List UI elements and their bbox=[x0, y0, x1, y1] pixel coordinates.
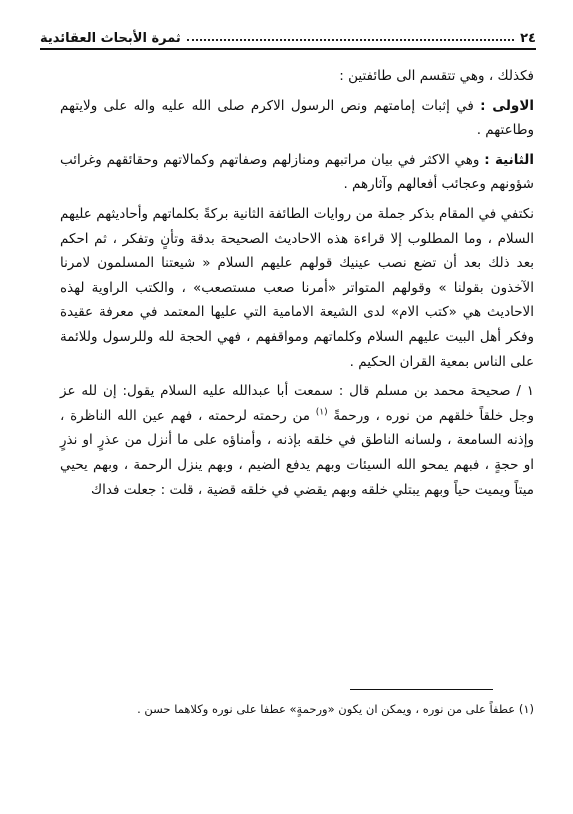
hadith-text-rest: من رحمته لرحمته ، فهم عين الله الناظرة ، وإذنه السامعة ، ولسانه الناطق في خلقه بإذنه ، وأمناؤه على ما أنزل من عذرٍ او نذرٍ او حجةٍ ، فبهم يمحو الله السيئات وبهم يدفع الضيم ، وبهم ينزل الرحمة ، وبهم يحيي ميتاً ويميت حياً وبهم يبتلي خلقه وبهم يقضي في خلقه قضية ، قلت : جعلت فداك bbox=[60, 407, 534, 498]
footnote-rule bbox=[350, 689, 493, 690]
first-category-label: الاولى : bbox=[480, 97, 535, 114]
main-text bbox=[60, 64, 534, 507]
hadith-paragraph bbox=[60, 379, 534, 502]
header-rule bbox=[40, 48, 536, 50]
page-number: ٢٤ bbox=[520, 31, 536, 46]
header-dot-leader bbox=[187, 39, 514, 41]
book-title: ثمرة الأبحاث العقائدية bbox=[40, 31, 181, 46]
first-category bbox=[60, 94, 534, 143]
second-category-label: الثانية : bbox=[484, 151, 534, 168]
first-category-text: في إثبات إمامتهم ونص الرسول الاكرم صلى الله عليه واله على ولايتهم وطاعتهم . bbox=[60, 97, 534, 139]
second-category bbox=[60, 148, 534, 197]
hadith-text-start: صحيحة محمد بن مسلم قال : سمعت أبا عبدالله عليه السلام يقول: إن لله عز وجل خلقاً خلقهم من نوره ، ورحمةً bbox=[60, 383, 535, 424]
main-paragraph: نكتفي في المقام بذكر جملة من روايات الطائفة الثانية بركةً بكلماتهم وأحاديثهم عليهم السلام ، وما المطلوب إلا قراءة هذه الاحاديث الصحيحة بدقة وتأنٍ وتفكر ، ثم احكم بعد ذلك بعد أن تضع نصب عينيك قولهم عليهم السلام « شيعتنا المسلمون لامرنا الآخذون بقولنا » وقولهم المتواتر «أمرنا صعب مستصعب» ، والكتب الراوية لهذه الاحاديث هي «كتب الام» لدى الشيعة الامامية التي عليها المعتمد في معرفة عقيدة وفكر أهل البيت عليهم السلام وكلماتهم ومواقفهم ، فهي الحجة لله وللرسول وللائمة على الناس بمعية القران الحكيم . bbox=[60, 205, 534, 370]
intro-line: فكذلك ، وهي تتقسم الى طائفتين : bbox=[339, 68, 534, 84]
second-category-text: وهي الاكثر في بيان مراتبهم ومنازلهم وصفاتهم وكمالاتهم وحقائقهم وغرائب شؤونهم وعجائب أفعالهم وآثارهم . bbox=[60, 151, 534, 193]
footnote: (١) عطفاً على من نوره ، ويمكن ان يكون «ورحمةٍ» عطفا على نوره وكلاهما حسن . bbox=[137, 702, 534, 716]
footnote-reference: (١) bbox=[315, 407, 328, 418]
hadith-number: ١ / bbox=[516, 383, 534, 400]
running-header bbox=[40, 26, 536, 46]
